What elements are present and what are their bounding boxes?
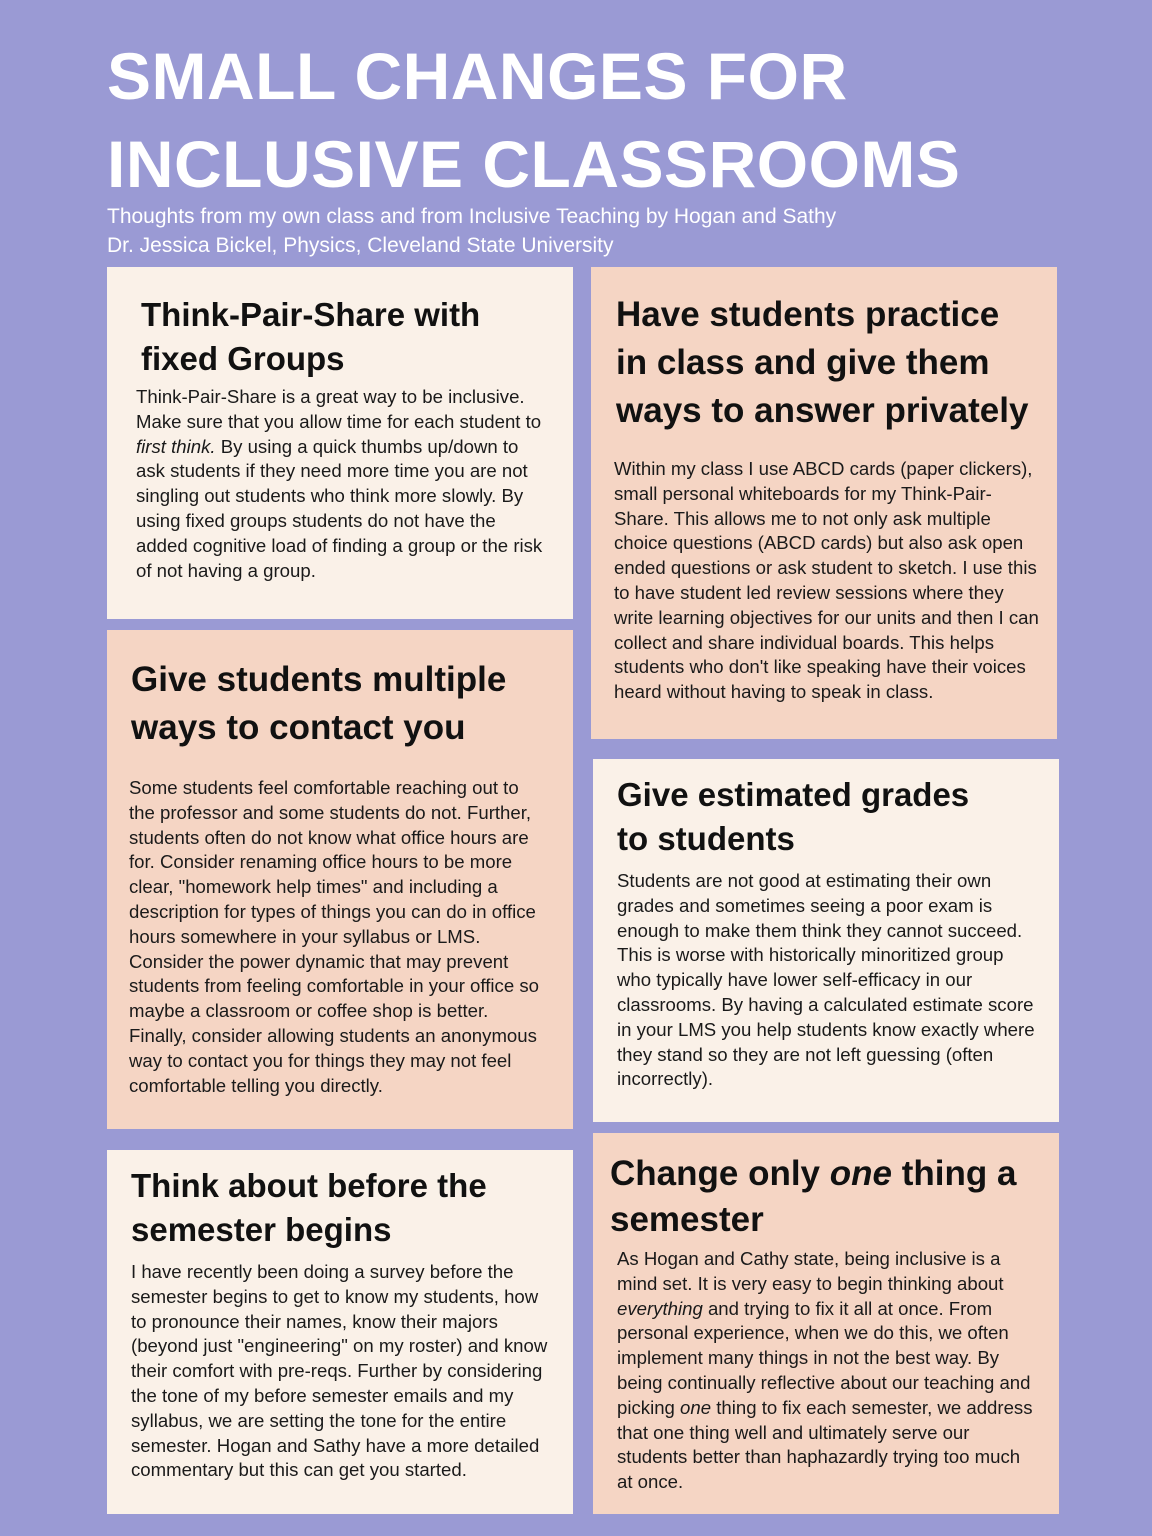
heading-line: to students: [617, 820, 795, 857]
body-text: As Hogan and Cathy state, being inclusive is a mind set. It is very easy to begin thinking about: [617, 1248, 1004, 1294]
heading-line: Have students practice: [616, 295, 1000, 334]
body-text: By using a quick thumbs up/down to ask students if they need more time you are not singling out students who think more slowly. By using fixed groups students do not have the added cognitive load of finding a group or the risk of not having a group.: [136, 435, 543, 581]
title-line-1: SMALL CHANGES FOR: [107, 39, 848, 113]
heading-line: ways to answer privately: [616, 391, 1029, 430]
heading-line: semester begins: [131, 1211, 392, 1248]
card-before-semester: [107, 1150, 573, 1514]
heading-line: in class and give them: [616, 343, 990, 382]
heading-line: Give students multiple: [131, 660, 507, 699]
card-body: Students are not good at estimating their own grades and sometimes seeing a poor exam is enough to make them think they cannot succeed. This is worse with historically minoritized group who typically have lower self-efficacy in our classrooms. By having a calculated estimate score in your LMS you help students know exactly where they stand so they are not left guessing (often incorrectly).: [617, 870, 1035, 1090]
body-emphasis: everything: [617, 1297, 703, 1319]
card-heading: [136, 293, 549, 381]
body-emphasis: one: [680, 1396, 712, 1418]
subtitle: [107, 202, 836, 260]
subtitle-author: Dr. Jessica Bickel, Physics, Cleveland State University: [107, 234, 614, 257]
heading-text: thing a: [891, 1154, 1017, 1193]
heading-text: Change only: [610, 1154, 830, 1193]
body-text: and trying to fix it all at once. From personal experience, when we do this, we often implement many things in not the best way. By being continually reflective about our teaching and picking: [617, 1297, 1031, 1418]
page-title: [107, 32, 1107, 208]
card-contact-you: [107, 630, 573, 1129]
card-heading: [614, 291, 1039, 435]
heading-line: fixed Groups: [141, 340, 345, 377]
card-body: Some students feel comfortable reaching out to the professor and some students do not. Further, students often do not know what office hours are for. Consider renaming office hours to be more clear, "homework help times" and including a description for types of things you can do in office hours somewhere in your syllabus or LMS. Consider the power dynamic that may prevent students from feeling comfortable in your office so maybe a classroom or coffee shop is better. Finally, consider allowing students an anonymous way to contact you for things they may not feel comfortable telling you directly.: [129, 777, 539, 1096]
body-text: Think-Pair-Share is a great way to be inclusive. Make sure that you allow time for each student to: [136, 386, 542, 432]
body-emphasis: first think.: [136, 435, 216, 457]
heading-line: Give estimated grades: [617, 776, 970, 813]
card-body: [610, 1247, 1035, 1495]
heading-emphasis: one: [829, 1154, 892, 1193]
heading-line: Think-Pair-Share with: [141, 296, 481, 333]
title-line-2: INCLUSIVE CLASSROOMS: [107, 127, 961, 201]
card-heading: [131, 1164, 549, 1252]
card-body: I have recently been doing a survey before the semester begins to get to know my students, how to pronounce their names, know their majors (beyond just "engineering" on my roster) and know their comfort with pre-reqs. Further by considering the tone of my before semester emails and my syllabus, we are setting the tone for the entire semester. Hogan and Sathy have a more detailed commentary but this can get you started.: [131, 1261, 548, 1481]
card-heading: [129, 656, 549, 752]
card-estimated-grades: [593, 759, 1059, 1122]
body-text: thing to fix each semester, we address that one thing well and ultimately serve our students better than haphazardly trying too much at once.: [617, 1396, 1033, 1493]
card-change-one-thing: [593, 1133, 1059, 1514]
heading-line: ways to contact you: [131, 708, 466, 747]
heading-line: Think about before the: [131, 1167, 487, 1204]
card-heading: [610, 1151, 1035, 1243]
card-heading: [617, 773, 1035, 861]
card-practice-in-class: [591, 267, 1057, 739]
subtitle-source: Thoughts from my own class and from Inclusive Teaching by Hogan and Sathy: [107, 205, 837, 228]
heading-line: semester: [610, 1200, 764, 1239]
card-think-pair-share: [107, 267, 573, 619]
card-body: Within my class I use ABCD cards (paper clickers), small personal whiteboards for my Think-Pair-Share. This allows me to not only ask multiple choice questions (ABCD cards) but also ask open ended questions or ask student to sketch. I use this to have student led review sessions where they write learning objectives for our units and then I can collect and share individual boards. This helps students who don't like speaking have their voices heard without having to speak in class.: [614, 458, 1039, 703]
card-body: [136, 385, 549, 583]
